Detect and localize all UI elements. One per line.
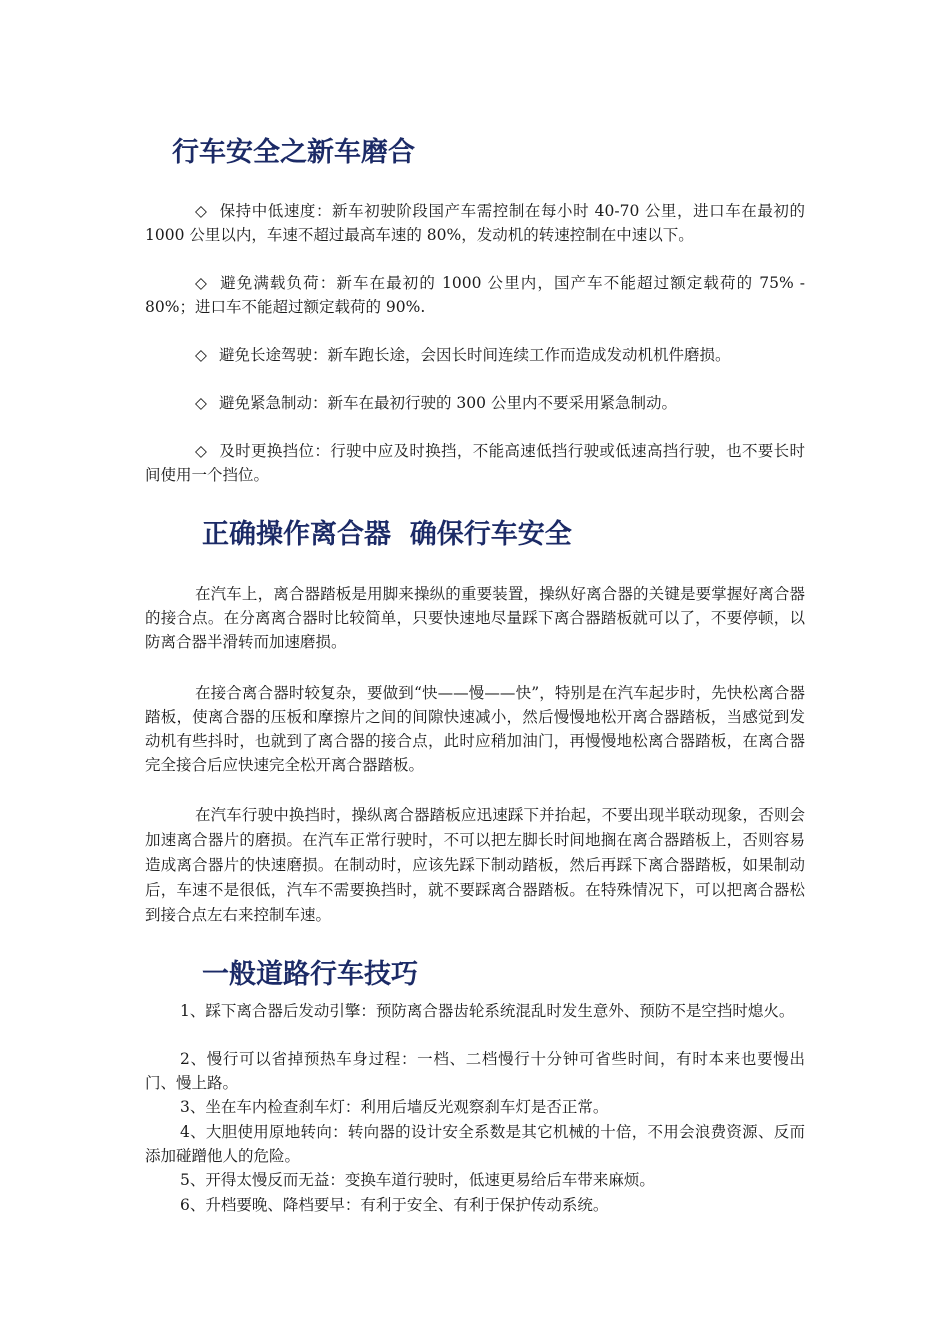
road-tip-item: 1、踩下离合器后发动引擎：预防离合器齿轮系统混乱时发生意外、预防不是空挡时熄火。 (180, 1002, 795, 1020)
break-in-tip-speed (145, 199, 805, 247)
break-in-tip-text: 避免满载负荷：新车在最初的 1000 公里内，国产车不能超过额定载荷的 75% - 80%；进口车不能超过额定载荷的 90%. (145, 274, 805, 316)
road-tip-item: 3、坐在车内检查刹车灯：利用后墙反光观察刹车灯是否正常。 (180, 1098, 609, 1116)
break-in-tip-load (145, 271, 805, 319)
road-tip-item: 5、开得太慢反而无益：变换车道行驶时，低速更易给后车带来麻烦。 (180, 1171, 655, 1189)
section-heading-new-car-break-in: 行车安全之新车磨合 (172, 137, 415, 168)
section-heading-road-driving-tips: 一般道路行车技巧 (202, 959, 418, 990)
clutch-paragraph: 在汽车上，离合器踏板是用脚来操纵的重要装置，操纵好离合器的关键是要掌握好离合器的接合点。在分离离合器时比较简单，只要快速地尽量踩下离合器踏板就可以了，不要停顿，以防离合器半滑转而加速磨损。 (145, 585, 805, 651)
clutch-paragraph: 在接合离合器时较复杂，要做到“快——慢——快”，特别是在汽车起步时，先快松离合器踏板，使离合器的压板和摩擦片之间的间隙快速减小，然后慢慢地松开离合器踏板，当感觉到发动机有些抖时，也就到了离合器的接合点，此时应稍加油门，再慢慢地松离合器踏板，在离合器完全接合后应快速完全松开离合器踏板。 (145, 684, 805, 774)
break-in-tip-text: 及时更换挡位：行驶中应及时换挡，不能高速低挡行驶或低速高挡行驶，也不要长时间使用一个挡位。 (145, 442, 805, 484)
diamond-bullet-icon: ◇ (195, 394, 207, 412)
break-in-tip-long-trip (145, 343, 805, 367)
road-tip-item: 2、慢行可以省掉预热车身过程：一档、二档慢行十分钟可省些时间，有时本来也要慢出门、慢上路。 (145, 1050, 805, 1092)
break-in-tip-text: 避免长途驾驶：新车跑长途，会因长时间连续工作而造成发动机机件磨损。 (219, 346, 731, 364)
section-heading-clutch-operation: 正确操作离合器 确保行车安全 (202, 519, 572, 550)
break-in-tip-text: 保持中低速度：新车初驶阶段国产车需控制在每小时 40-70 公里，进口车在最初的 1000 公里以内，车速不超过最高车速的 80%，发动机的转速控制在中速以下。 (145, 202, 805, 244)
break-in-tip-text: 避免紧急制动：新车在最初行驶的 300 公里内不要采用紧急制动。 (219, 394, 677, 412)
diamond-bullet-icon: ◇ (195, 346, 207, 364)
diamond-bullet-icon: ◇ (195, 442, 207, 460)
break-in-tip-gear-shift (145, 439, 805, 487)
diamond-bullet-icon: ◇ (195, 274, 207, 292)
road-tip-item: 4、大胆使用原地转向：转向器的设计安全系数是其它机械的十倍，不用会浪费资源、反而添加碰蹭他人的危险。 (145, 1123, 805, 1165)
diamond-bullet-icon: ◇ (195, 202, 207, 220)
break-in-tip-emergency-brake (145, 391, 805, 415)
road-tip-item: 6、升档要晚、降档要早：有利于安全、有利于保护传动系统。 (180, 1196, 609, 1214)
clutch-paragraph: 在汽车行驶中换挡时，操纵离合器踏板应迅速踩下并抬起，不要出现半联动现象，否则会加速离合器片的磨损。在汽车正常行驶时，不可以把左脚长时间地搁在离合器踏板上，否则容易造成离合器片的快速磨损。在制动时，应该先踩下制动踏板，然后再踩下离合器踏板，如果制动后，车速不是很低，汽车不需要换挡时，就不要踩离合器踏板。在特殊情况下，可以把离合器松到接合点左右来控制车速。 (145, 806, 805, 924)
